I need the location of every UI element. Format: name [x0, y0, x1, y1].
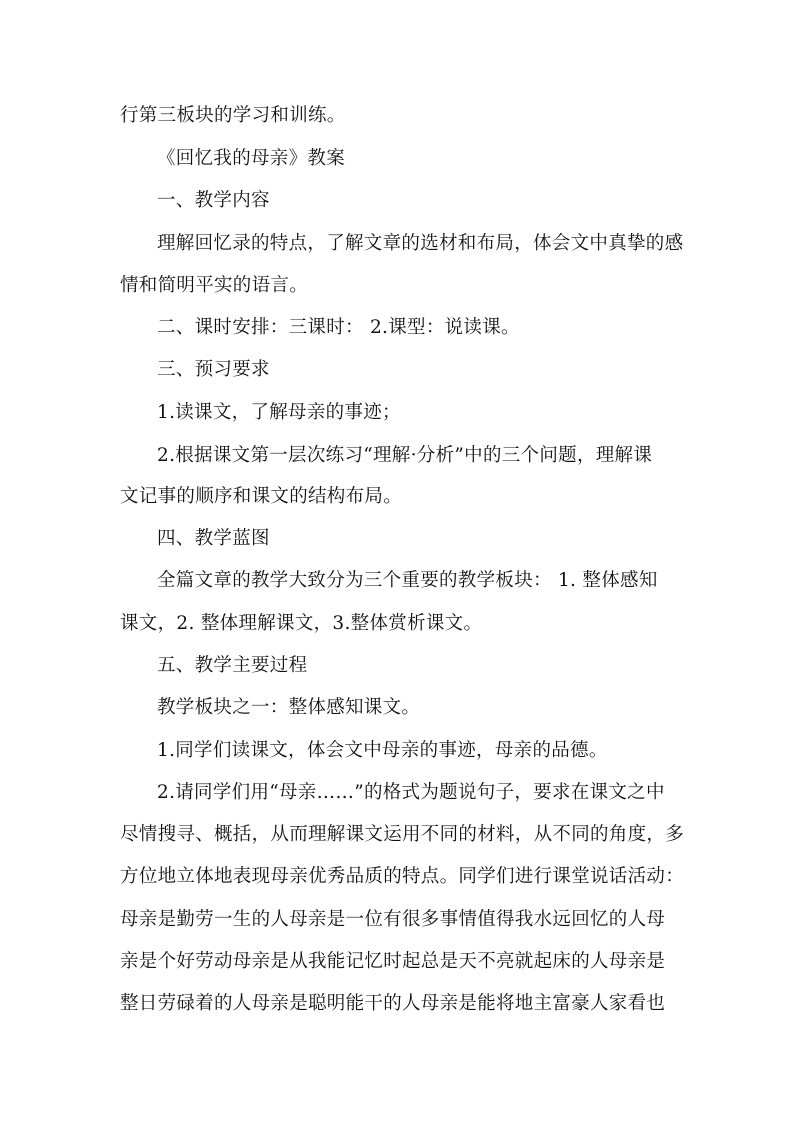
text-line: 行第三板块的学习和训练。: [120, 105, 346, 126]
text-line: 情和简明平实的语言。: [120, 275, 309, 296]
text-line: 2.根据课文第一层次练习“理解·分析”中的三个问题，理解课: [157, 445, 653, 466]
text-line: 理解回忆录的特点，了解文章的选材和布局，体会文中真挚的感: [157, 233, 684, 254]
text-line: 四、教学蓝图: [157, 528, 270, 549]
text-line: 一、教学内容: [157, 190, 270, 211]
text-line: 教学板块之一：整体感知课文。: [157, 697, 421, 718]
text-line: 1.读课文，了解母亲的事迹；: [157, 402, 401, 423]
text-line: 尽情搜寻、概括，从而理解课文运用不同的材料，从不同的角度，多: [120, 824, 685, 845]
text-line: 课文，2. 整体理解课文，3.整体赏析课文。: [120, 613, 483, 634]
text-line: 1.同学们读课文，体会文中母亲的事迹，母亲的品德。: [157, 740, 608, 761]
text-line: 五、教学主要过程: [157, 655, 308, 676]
text-line: 整日劳碌着的人母亲是聪明能干的人母亲是能将地主富豪人家看也: [120, 993, 666, 1014]
text-line: 二、课时安排：三课时： 2.课型：说读课。: [157, 317, 520, 338]
text-line: 《回忆我的母亲》教案: [157, 148, 346, 169]
text-line: 文记事的顺序和课文的结构布局。: [120, 486, 403, 507]
text-line: 2.请同学们用“母亲……”的格式为题说句子，要求在课文之中: [157, 782, 665, 803]
text-line: 亲是个好劳动母亲是从我能记忆时起总是天不亮就起床的人母亲是: [120, 951, 666, 972]
text-line: 母亲是勤劳一生的人母亲是一位有很多事情值得我水远回忆的人母: [120, 909, 666, 930]
text-line: 三、预习要求: [157, 359, 270, 380]
text-line: 方位地立体地表现母亲优秀品质的特点。同学们进行课堂说话活动：: [120, 866, 685, 887]
text-line: 全篇文章的教学大致分为三个重要的教学板块： 1. 整体感知: [157, 570, 658, 591]
